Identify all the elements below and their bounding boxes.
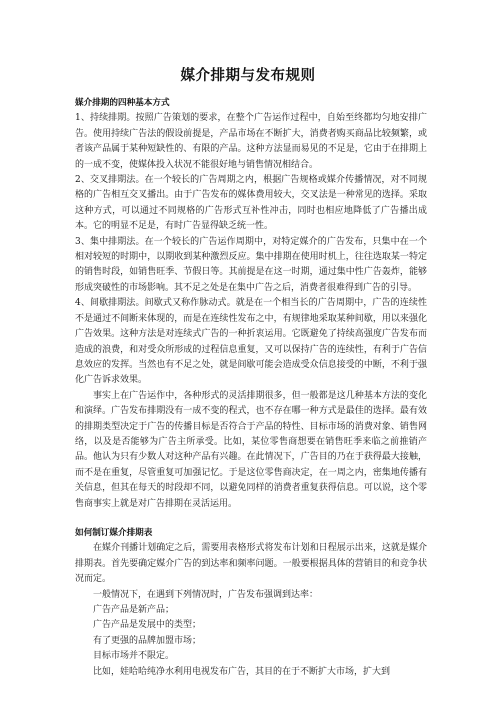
list-item: 广告产品是发展中的类型； [93,620,202,631]
paragraph-alternating: 2、交叉排期法。在一个较长的广告周期之内，根据广告规格或媒介传播情况，对不同规格的广告相互交叉播出。由于广告发布的媒体费用较大，交叉法是一种常见的选择。采取这种方式，可以通过不同规格的广告形式互补性冲击，同时也相应地降低了广告播出成本。它的明显不足是，有时广告显得缺乏统一性。 [75,175,427,232]
list-item: 有了更强的品牌加盟市场； [93,635,202,646]
section-gap [75,512,427,526]
paragraph-continuous: 1、持续排期。按照广告策划的要求，在整个广告运作过程中，自始至终都均匀地安排广告。使用持续广告法的假设前提是，产品市场在不断扩大，消费者购买商品比较频繁，或者该产品属于某种短缺性的、有限的产品。这种方法显而易见的不足是，它由于在排期上的一成不变，使媒体投入状况不能很好地与销售情况相结合。 [75,113,427,170]
section-heading-scheduling-methods: 媒介排期的四种基本方式 [75,98,170,108]
list-item: 广告产品是新产品； [93,605,175,615]
section-heading-schedule-table: 如何制订媒介排期表 [75,527,153,538]
paragraph-flexible-use: 事实上在广告运作中，各种形式的灵活排期很多，但一般都是这几种基本方法的变化和演绎。广告发布排期没有一成不变的程式，也不存在哪一种方式是最佳的选择。最有效的排期类型决定于广告的传播目标是否符合于产品的特性、目标市场的消费对象、销售网络，以及是否能够为广告主所承受。比如，某位零售商想要在销售旺季来临之前推销产品。他认为只有少数人对这种产品有兴趣。在此情况下，广告目的乃在于获得最大接触，而不是在重复，尽管重复可加强记忆。于是这位零售商决定，在一周之内，密集地传播有关信息，但其在每天的时段却不同，以避免同样的消费者重复获得信息。可以说，这个零售商事实上就是对广告排期在灵活运用。 [75,390,427,509]
document-title: 媒介排期与发布规则 [180,68,316,84]
list-item: 目标市场并不限定。 [93,651,175,662]
paragraph-intermittent: 4、间歇排期法。间歇式又称作脉动式。就是在一个相当长的广告周期中，广告的连续性不是通过不间断来体现的，而是在连续性发布之中，有规律地采取某种间歇，用以来强化广告效果。这种方法是对连续式广告的一种折衷运用。它既避免了持续高强度广告发布而造成的浪费，和对受众所形成的过程信息重复，又可以保持广告的连续性，有利于广告信息效应的发挥。当然也有不足之处，就是间歇可能会造成受众信息接受的中断，不利于强化广告诉求效果。 [75,298,427,386]
paragraph-example: 比如，娃哈哈纯净水利用电视发布广告，其目的在于不断扩大市场，扩大到 [93,666,391,677]
document-body [75,96,427,680]
paragraph-schedule-intro: 在媒介刊播计划确定之后，需要用表格形式将发布计划和日程展示出来，这就是媒介排期表。首先要确定媒介广告的到达率和频率问题。一般要根据具体的营销目的和竞争状况而定。 [75,543,427,585]
paragraph-concentrated: 3、集中排期法。在一个较长的广告运作周期中，对特定媒介的广告发布，只集中在一个相对较短的时期中，以期收到某种激烈反应。集中排期在使用时机上，往往选取某一特定的销售时段，如销售旺季、节假日等。其前提是在这一时期，通过集中性广告轰炸，能够形成突破性的市场影响。其不足之处是在集中广告之后，消费者很难得到广告的引导。 [75,236,427,293]
paragraph-reach-conditions: 一般情况下，在遇到下列情况时，广告发布强调到达率： [93,589,319,600]
